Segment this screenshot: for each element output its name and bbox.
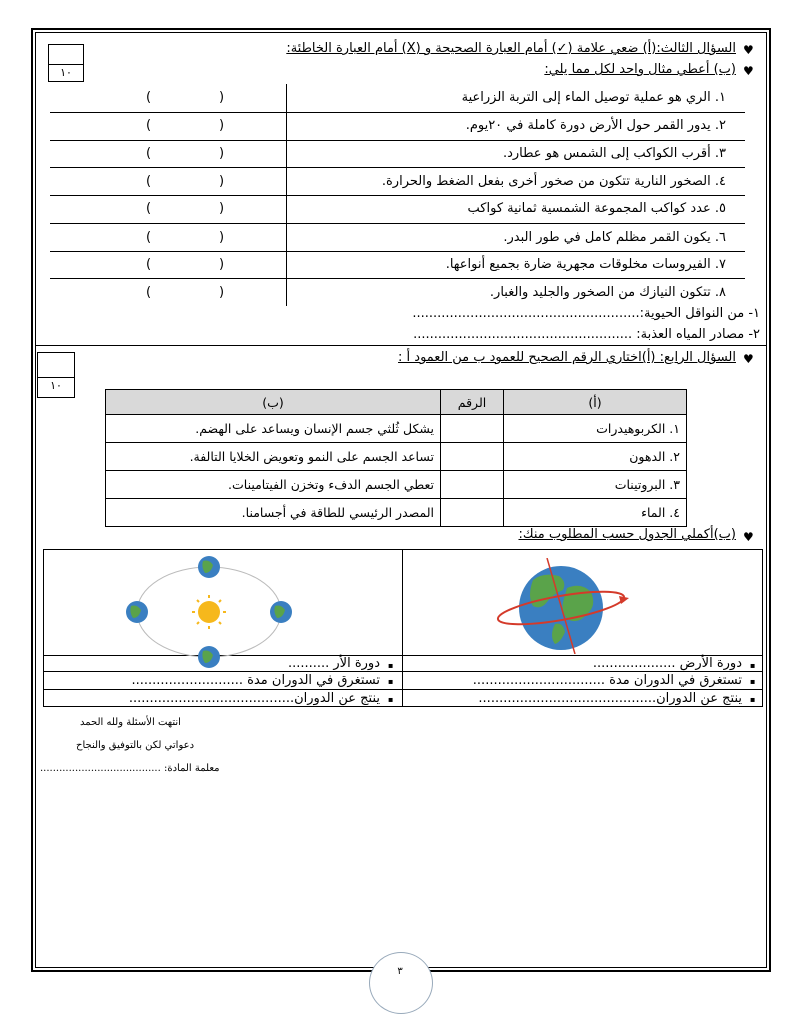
revolution-title[interactable]: دورة الأر .......... bbox=[287, 656, 380, 671]
col-a-header: (أ) bbox=[504, 390, 687, 415]
heart-bullet-icon: ♥ bbox=[743, 64, 754, 78]
q4-score: ١٠ bbox=[50, 379, 62, 392]
statement-3: ٣. أقرب الكواكب إلى الشمس هو عطارد. bbox=[502, 146, 726, 161]
q4-title: السؤال الرابع: (أ)اختاري الرقم الصحيح للعمود ب من العمود أ : bbox=[398, 350, 736, 365]
answer-slot[interactable]: ( bbox=[146, 146, 152, 161]
q3-score-box bbox=[48, 44, 84, 82]
section-divider bbox=[36, 345, 766, 346]
answer-slot[interactable]: ( bbox=[146, 285, 152, 300]
page-number: ٣ bbox=[397, 966, 403, 977]
table-row: ٣. البروتينات تعطي الجسم الدفء وتخزن الفيتامينات. bbox=[106, 471, 687, 499]
statement-6: ٦. يكون القمر مظلم كامل في طور البدر. bbox=[503, 230, 726, 245]
table-row: ٤. الماء المصدر الرئيسي للطاقة في أجسامنا. bbox=[106, 499, 687, 527]
q3-score: ١٠ bbox=[60, 66, 72, 79]
q3-part-b: (ب) أعطي مثال واحد لكل مما يلي: bbox=[544, 62, 736, 77]
closing-line: انتهت الأسئلة ولله الحمد bbox=[80, 717, 181, 728]
answer-slot[interactable]: ( bbox=[146, 174, 152, 189]
wishes-line: دعواتي لكن بالتوفيق والنجاح bbox=[76, 740, 195, 751]
table-row: ١. الكربوهيدرات يشكل ثُلثي جسم الإنسان ويساعد على الهضم. bbox=[106, 415, 687, 443]
rotation-result[interactable]: ينتج عن الدوران........................................... bbox=[478, 691, 742, 706]
rotation-duration[interactable]: تستغرق في الدوران مدة ................................ bbox=[472, 673, 742, 688]
statement-7: ٧. الفيروسات مخلوقات مجهرية ضارة بجميع أنواعها. bbox=[445, 257, 726, 272]
q4-score-box bbox=[37, 352, 75, 398]
number-input-cell[interactable] bbox=[441, 415, 504, 443]
example-1[interactable]: ١- من النواقل الحيوية:....................................................... bbox=[412, 306, 760, 321]
answer-slot[interactable]: ( bbox=[146, 201, 152, 216]
number-input-cell[interactable] bbox=[441, 499, 504, 527]
statement-5: ٥. عدد كواكب المجموعة الشمسية ثمانية كواكب bbox=[467, 201, 726, 216]
q3-title: السؤال الثالث:(أ) ضعي علامة (✓) أمام العبارة الصحيحة و (X) أمام العبارة الخاطئة: bbox=[286, 41, 736, 56]
statement-8: ٨. تتكون النيازك من الصخور والجليد والغبار. bbox=[489, 285, 726, 300]
statement-1: ١. الري هو عملية توصيل الماء إلى التربة الزراعية bbox=[461, 90, 726, 105]
number-input-cell[interactable] bbox=[441, 471, 504, 499]
matching-table bbox=[105, 389, 687, 527]
col-num-header: الرقم bbox=[441, 390, 504, 415]
statement-2: ٢. يدور القمر حول الأرض دورة كاملة في ٢٠يوم. bbox=[465, 118, 726, 133]
earth-rotation-illustration bbox=[495, 558, 635, 654]
page-number-badge bbox=[369, 952, 433, 1014]
answer-slot[interactable]: ( bbox=[146, 230, 152, 245]
revolution-result[interactable]: ينتج عن الدوران........................................ bbox=[128, 691, 380, 706]
number-input-cell[interactable] bbox=[441, 443, 504, 471]
revolution-duration[interactable]: تستغرق في الدوران مدة ........................... bbox=[131, 673, 380, 688]
teacher-signature-line: معلمة المادة: ...................................... bbox=[40, 763, 220, 774]
rotation-title[interactable]: دورة الأرض .................... bbox=[592, 656, 742, 671]
example-2[interactable]: ٢- مصادر المياه العذبة: ..................................................... bbox=[413, 327, 760, 342]
answer-slot[interactable]: ( bbox=[146, 118, 152, 133]
heart-bullet-icon: ♥ bbox=[743, 352, 754, 366]
heart-bullet-icon: ♥ bbox=[743, 43, 754, 57]
earth-orbit-illustration bbox=[115, 553, 305, 673]
answer-slot[interactable]: ( bbox=[146, 90, 152, 105]
statement-4: ٤. الصخور النارية تتكون من صخور أخرى بفعل الضغط والحرارة. bbox=[381, 174, 726, 189]
col-b-header: (ب) bbox=[106, 390, 441, 415]
answer-slot[interactable]: ( bbox=[146, 257, 152, 272]
q4-part-b: (ب)أكملي الجدول حسب المطلوب منك: bbox=[518, 527, 736, 542]
table-row: ٢. الدهون تساعد الجسم على النمو وتعويض الخلايا التالفة. bbox=[106, 443, 687, 471]
heart-bullet-icon: ♥ bbox=[743, 530, 754, 544]
